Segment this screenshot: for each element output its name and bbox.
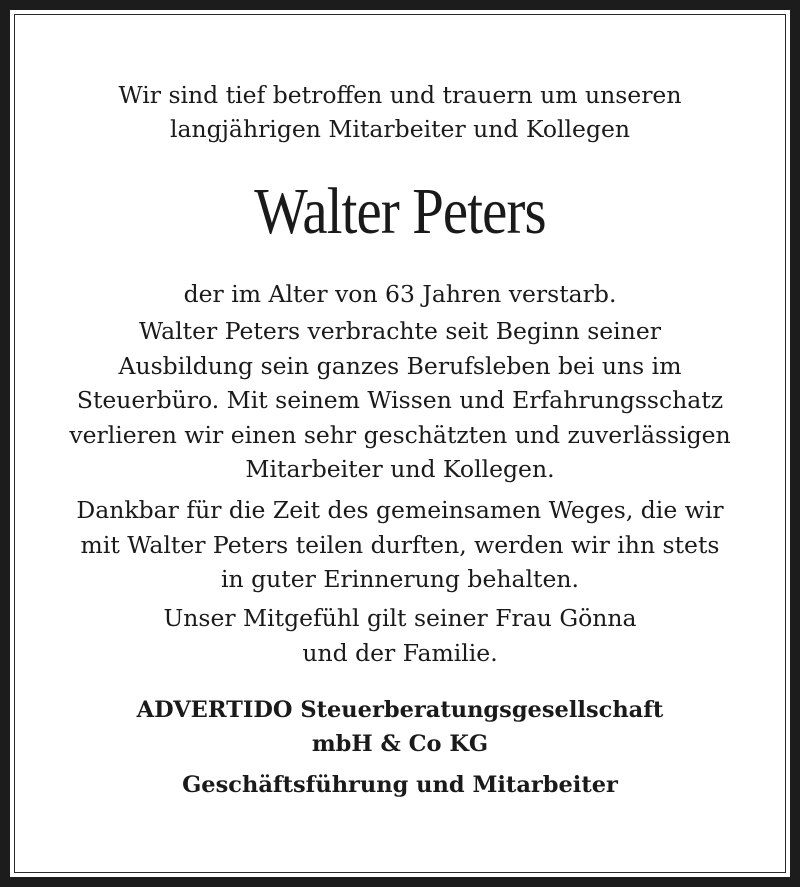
biography-line: verlieren wir einen sehr geschätzten und zuverlässigen <box>69 420 731 449</box>
company-line: mbH & Co KG <box>311 731 489 757</box>
signoff: Geschäftsführung und Mitarbeiter <box>182 772 618 798</box>
company-name <box>0 693 800 761</box>
sympathy-paragraph <box>0 601 800 670</box>
gratitude-line: in guter Erinnerung behalten. <box>220 565 580 593</box>
intro-line: langjährigen Mitarbeiter und Kollegen <box>169 115 631 143</box>
biography-line: Walter Peters verbrachte seit Beginn seiner <box>139 317 661 345</box>
intro-text <box>0 78 800 146</box>
age-statement: der im Alter von 63 Jahren verstarb. <box>183 280 617 308</box>
biography-line: Steuerbüro. Mit seinem Wissen und Erfahrungsschatz <box>76 386 724 414</box>
biography-line: Ausbildung sein ganzes Berufsleben bei uns im <box>118 351 682 380</box>
sympathy-line: und der Familie. <box>302 638 498 667</box>
gratitude-line: Dankbar für die Zeit des gemeinsamen Weges, die wir <box>76 496 724 524</box>
gratitude-line: mit Walter Peters teilen durften, werden wir ihn stets <box>80 530 720 559</box>
deceased-name: Walter Peters <box>254 175 546 248</box>
biography-paragraph <box>0 314 800 487</box>
sympathy-line: Unser Mitgefühl gilt seiner Frau Gönna <box>163 604 637 632</box>
biography-line: Mitarbeiter und Kollegen. <box>245 455 555 483</box>
company-line: ADVERTIDO Steuerberatungsgesellschaft <box>136 697 664 723</box>
intro-line: Wir sind tief betroffen und trauern um unseren <box>118 81 682 109</box>
gratitude-paragraph <box>0 493 800 597</box>
